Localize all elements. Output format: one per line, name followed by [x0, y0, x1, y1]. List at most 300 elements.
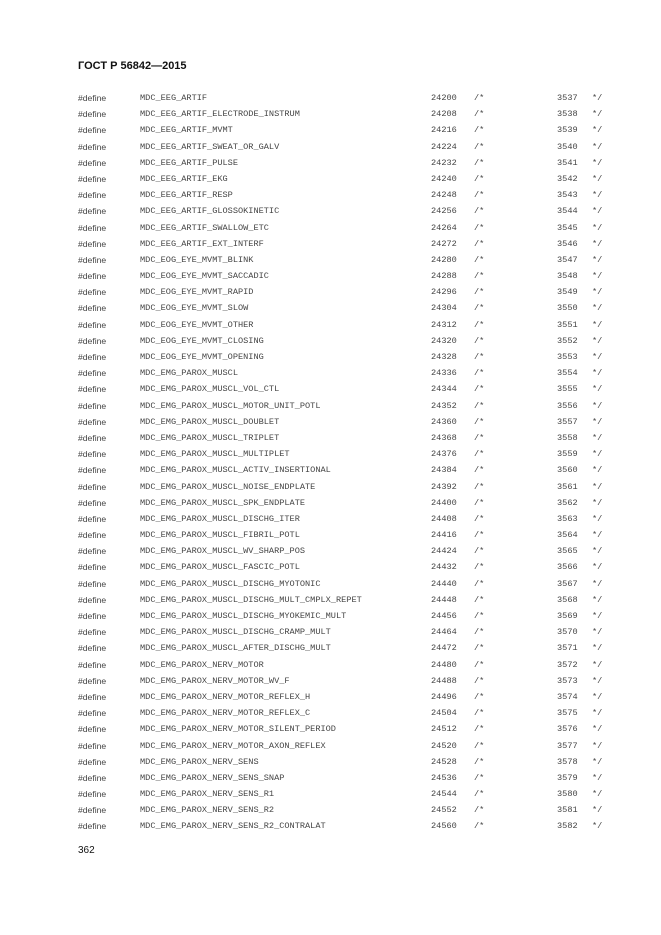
define-row	[78, 611, 618, 627]
comment-close: */	[592, 789, 603, 800]
comment-open: /*	[474, 157, 485, 168]
comment-open: /*	[474, 352, 485, 362]
comment-number: 3568	[557, 594, 578, 605]
comment-number: 3550	[557, 303, 578, 314]
comment-close: */	[592, 319, 603, 330]
define-row	[78, 562, 618, 578]
comment-open: /*	[474, 335, 485, 346]
define-name: MDC_EOG_EYE_MVMT_RAPID	[140, 287, 254, 298]
comment-open: /*	[474, 691, 485, 702]
comment-open: /*	[474, 449, 485, 460]
comment-close: */	[592, 416, 603, 427]
define-keyword: #define	[78, 675, 107, 686]
define-keyword: #define	[78, 594, 107, 605]
define-keyword: #define	[78, 530, 107, 541]
define-keyword: #define	[78, 627, 107, 638]
page-number: 362	[78, 845, 95, 856]
comment-close: */	[592, 594, 603, 605]
define-keyword: #define	[78, 724, 107, 735]
define-value: 24200	[431, 93, 457, 103]
define-keyword: #define	[78, 319, 107, 330]
define-row	[78, 142, 618, 158]
define-value: 24248	[431, 190, 457, 201]
define-keyword: #define	[78, 400, 107, 411]
comment-number: 3547	[557, 254, 578, 265]
comment-open: /*	[474, 805, 485, 816]
define-row	[78, 320, 618, 336]
define-name: MDC_EEG_ARTIF	[140, 93, 208, 103]
define-value: 24208	[431, 109, 457, 120]
comment-number: 3578	[557, 756, 578, 767]
define-name: MDC_EMG_PAROX_NERV_SENS	[140, 756, 259, 767]
define-value: 24432	[431, 562, 457, 573]
define-keyword: #define	[78, 222, 107, 233]
define-keyword: #define	[78, 805, 107, 816]
comment-close: */	[592, 659, 603, 670]
comment-open: /*	[474, 562, 485, 573]
define-name: MDC_EMG_PAROX_MUSCL_DISCHG_MYOTONIC	[140, 578, 321, 589]
define-name: MDC_EEG_ARTIF_SWEAT_OR_GALV	[140, 141, 280, 152]
define-value: 24376	[431, 449, 457, 460]
define-row	[78, 692, 618, 708]
define-keyword: #define	[78, 562, 107, 573]
define-row	[78, 401, 618, 417]
define-row	[78, 206, 618, 222]
comment-close: */	[592, 578, 603, 589]
define-name: MDC_EOG_EYE_MVMT_SACCADIC	[140, 271, 269, 282]
define-keyword: #define	[78, 611, 107, 621]
define-keyword: #define	[78, 481, 107, 492]
define-name: MDC_EMG_PAROX_MUSCL_MULTIPLET	[140, 449, 290, 460]
comment-number: 3562	[557, 497, 578, 508]
comment-number: 3541	[557, 157, 578, 168]
comment-open: /*	[474, 772, 485, 783]
comment-close: */	[592, 352, 603, 362]
comment-number: 3566	[557, 562, 578, 573]
comment-open: /*	[474, 206, 485, 217]
define-row	[78, 449, 618, 465]
define-row	[78, 482, 618, 498]
define-value: 24336	[431, 368, 457, 379]
define-keyword: #define	[78, 93, 107, 103]
define-name: MDC_EOG_EYE_MVMT_BLINK	[140, 254, 254, 265]
comment-number: 3567	[557, 578, 578, 589]
define-name: MDC_EMG_PAROX_NERV_SENS_SNAP	[140, 772, 285, 783]
comment-open: /*	[474, 303, 485, 314]
define-value: 24352	[431, 400, 457, 411]
comment-open: /*	[474, 400, 485, 411]
comment-number: 3581	[557, 805, 578, 816]
define-keyword: #define	[78, 740, 107, 751]
comment-number: 3571	[557, 643, 578, 654]
comment-open: /*	[474, 368, 485, 379]
comment-number: 3580	[557, 789, 578, 800]
comment-open: /*	[474, 740, 485, 751]
define-value: 24256	[431, 206, 457, 217]
document-header: ГОСТ Р 56842—2015	[78, 60, 187, 72]
define-row	[78, 741, 618, 757]
define-name: MDC_EOG_EYE_MVMT_OPENING	[140, 352, 264, 362]
define-name: MDC_EMG_PAROX_MUSCL_TRIPLET	[140, 432, 280, 443]
comment-close: */	[592, 254, 603, 265]
define-keyword: #define	[78, 173, 107, 184]
define-value: 24240	[431, 173, 457, 184]
define-value: 24392	[431, 481, 457, 492]
define-name: MDC_EMG_PAROX_NERV_MOTOR_WV_F	[140, 675, 290, 686]
define-name: MDC_EMG_PAROX_MUSCL_DISCHG_ITER	[140, 513, 300, 524]
comment-number: 3572	[557, 659, 578, 670]
define-value: 24536	[431, 772, 457, 783]
define-keyword: #define	[78, 368, 107, 379]
comment-close: */	[592, 368, 603, 379]
define-keyword: #define	[78, 821, 107, 832]
comment-close: */	[592, 481, 603, 492]
define-name: MDC_EMG_PAROX_MUSCL_NOISE_ENDPLATE	[140, 481, 316, 492]
comment-close: */	[592, 465, 603, 476]
define-keyword: #define	[78, 578, 107, 589]
define-keyword: #define	[78, 125, 107, 136]
define-name: MDC_EEG_ARTIF_GLOSSOKINETIC	[140, 206, 280, 217]
define-row	[78, 239, 618, 255]
define-name: MDC_EMG_PAROX_NERV_MOTOR_SILENT_PERIOD	[140, 724, 336, 735]
define-name: MDC_EMG_PAROX_NERV_MOTOR_REFLEX_H	[140, 691, 311, 702]
comment-number: 3542	[557, 173, 578, 184]
define-row	[78, 271, 618, 287]
define-keyword: #define	[78, 497, 107, 508]
define-keyword: #define	[78, 789, 107, 800]
define-value: 24216	[431, 125, 457, 136]
comment-close: */	[592, 530, 603, 541]
define-row	[78, 174, 618, 190]
comment-number: 3579	[557, 772, 578, 783]
define-keyword: #define	[78, 141, 107, 152]
define-keyword: #define	[78, 659, 107, 670]
comment-open: /*	[474, 125, 485, 136]
define-row	[78, 708, 618, 724]
define-row	[78, 514, 618, 530]
comment-open: /*	[474, 432, 485, 443]
comment-open: /*	[474, 319, 485, 330]
comment-close: */	[592, 109, 603, 120]
comment-number: 3559	[557, 449, 578, 460]
comment-open: /*	[474, 627, 485, 638]
comment-number: 3557	[557, 416, 578, 427]
define-row	[78, 417, 618, 433]
comment-number: 3544	[557, 206, 578, 217]
define-name: MDC_EMG_PAROX_NERV_SENS_R2_CONTRALAT	[140, 821, 326, 832]
comment-open: /*	[474, 659, 485, 670]
define-keyword: #define	[78, 546, 107, 557]
comment-close: */	[592, 627, 603, 638]
define-name: MDC_EEG_ARTIF_MVMT	[140, 125, 233, 136]
comment-number: 3538	[557, 109, 578, 120]
comment-close: */	[592, 222, 603, 233]
define-value: 24424	[431, 546, 457, 557]
define-keyword: #define	[78, 303, 107, 314]
define-row	[78, 368, 618, 384]
define-keyword: #define	[78, 109, 107, 120]
comment-close: */	[592, 513, 603, 524]
define-value: 24480	[431, 659, 457, 670]
define-keyword: #define	[78, 708, 107, 719]
define-keyword: #define	[78, 157, 107, 168]
comment-number: 3539	[557, 125, 578, 136]
comment-close: */	[592, 432, 603, 443]
define-row	[78, 93, 618, 109]
define-name: MDC_EMG_PAROX_MUSCL_WV_SHARP_POS	[140, 546, 306, 557]
define-name: MDC_EMG_PAROX_MUSCL_VOL_CTL	[140, 384, 280, 395]
comment-number: 3554	[557, 368, 578, 379]
define-row	[78, 125, 618, 141]
comment-open: /*	[474, 789, 485, 800]
define-name: MDC_EMG_PAROX_MUSCL_MOTOR_UNIT_POTL	[140, 400, 321, 411]
comment-close: */	[592, 190, 603, 201]
define-keyword: #define	[78, 643, 107, 654]
define-value: 24408	[431, 513, 457, 524]
define-name: MDC_EMG_PAROX_MUSCL_DISCHG_CRAMP_MULT	[140, 627, 331, 638]
comment-open: /*	[474, 546, 485, 557]
define-value: 24440	[431, 578, 457, 589]
comment-number: 3551	[557, 319, 578, 330]
define-row	[78, 158, 618, 174]
define-name: MDC_EMG_PAROX_MUSCL_FIBRIL_POTL	[140, 530, 300, 541]
comment-close: */	[592, 562, 603, 573]
define-row	[78, 223, 618, 239]
define-row	[78, 465, 618, 481]
define-value: 24472	[431, 643, 457, 654]
define-name: MDC_EEG_ARTIF_EKG	[140, 173, 228, 184]
define-value: 24296	[431, 287, 457, 298]
define-value: 24368	[431, 432, 457, 443]
comment-number: 3565	[557, 546, 578, 557]
comment-open: /*	[474, 708, 485, 719]
define-row	[78, 627, 618, 643]
comment-open: /*	[474, 497, 485, 508]
comment-open: /*	[474, 416, 485, 427]
define-value: 24512	[431, 724, 457, 735]
comment-number: 3545	[557, 222, 578, 233]
comment-close: */	[592, 400, 603, 411]
comment-close: */	[592, 708, 603, 719]
define-row	[78, 821, 618, 837]
define-value: 24528	[431, 756, 457, 767]
define-value: 24488	[431, 675, 457, 686]
comment-number: 3546	[557, 238, 578, 249]
define-name: MDC_EEG_ARTIF_EXT_INTERF	[140, 238, 264, 249]
define-row	[78, 433, 618, 449]
comment-number: 3577	[557, 740, 578, 751]
comment-close: */	[592, 449, 603, 460]
comment-number: 3553	[557, 352, 578, 362]
comment-open: /*	[474, 481, 485, 492]
comment-open: /*	[474, 238, 485, 249]
define-keyword: #define	[78, 238, 107, 249]
define-row	[78, 190, 618, 206]
define-row	[78, 303, 618, 319]
define-value: 24304	[431, 303, 457, 314]
define-row	[78, 579, 618, 595]
comment-open: /*	[474, 384, 485, 395]
comment-number: 3569	[557, 611, 578, 621]
define-name: MDC_EMG_PAROX_NERV_SENS_R2	[140, 805, 275, 816]
define-row	[78, 336, 618, 352]
define-name: MDC_EMG_PAROX_MUSCL_AFTER_DISCHG_MULT	[140, 643, 331, 654]
comment-close: */	[592, 497, 603, 508]
comment-close: */	[592, 206, 603, 217]
define-value: 24416	[431, 530, 457, 541]
comment-close: */	[592, 740, 603, 751]
define-name: MDC_EMG_PAROX_MUSCL_DISCHG_MYOKEMIC_MULT	[140, 611, 347, 621]
define-name: MDC_EMG_PAROX_MUSCL_DOUBLET	[140, 416, 280, 427]
comment-open: /*	[474, 222, 485, 233]
comment-open: /*	[474, 465, 485, 476]
define-name: MDC_EMG_PAROX_MUSCL_DISCHG_MULT_CMPLX_REPET	[140, 594, 362, 605]
define-row	[78, 676, 618, 692]
comment-open: /*	[474, 643, 485, 654]
comment-number: 3555	[557, 384, 578, 395]
comment-number: 3552	[557, 335, 578, 346]
comment-open: /*	[474, 756, 485, 767]
comment-close: */	[592, 335, 603, 346]
comment-close: */	[592, 821, 603, 832]
define-row	[78, 773, 618, 789]
comment-open: /*	[474, 173, 485, 184]
define-value: 24320	[431, 335, 457, 346]
comment-number: 3563	[557, 513, 578, 524]
comment-close: */	[592, 546, 603, 557]
comment-number: 3570	[557, 627, 578, 638]
define-name: MDC_EEG_ARTIF_RESP	[140, 190, 233, 201]
comment-close: */	[592, 303, 603, 314]
comment-number: 3548	[557, 271, 578, 282]
define-keyword: #define	[78, 465, 107, 476]
define-value: 24504	[431, 708, 457, 719]
define-name: MDC_EEG_ARTIF_ELECTRODE_INSTRUM	[140, 109, 300, 120]
define-name: MDC_EEG_ARTIF_PULSE	[140, 157, 238, 168]
comment-close: */	[592, 772, 603, 783]
define-keyword: #define	[78, 449, 107, 460]
comment-number: 3582	[557, 821, 578, 832]
define-keyword: #define	[78, 513, 107, 524]
comment-number: 3549	[557, 287, 578, 298]
define-row	[78, 595, 618, 611]
define-name: MDC_EMG_PAROX_NERV_MOTOR_REFLEX_C	[140, 708, 311, 719]
comment-close: */	[592, 157, 603, 168]
define-keyword: #define	[78, 756, 107, 767]
define-value: 24544	[431, 789, 457, 800]
define-value: 24264	[431, 222, 457, 233]
comment-open: /*	[474, 724, 485, 735]
define-row	[78, 255, 618, 271]
comment-close: */	[592, 173, 603, 184]
comment-close: */	[592, 384, 603, 395]
define-name: MDC_EOG_EYE_MVMT_CLOSING	[140, 335, 264, 346]
comment-number: 3574	[557, 691, 578, 702]
comment-open: /*	[474, 254, 485, 265]
define-row	[78, 724, 618, 740]
define-name: MDC_EMG_PAROX_MUSCL_FASCIC_POTL	[140, 562, 300, 573]
define-value: 24464	[431, 627, 457, 638]
comment-open: /*	[474, 594, 485, 605]
define-row	[78, 643, 618, 659]
define-value: 24552	[431, 805, 457, 816]
comment-number: 3537	[557, 93, 578, 103]
define-name: MDC_EMG_PAROX_MUSCL_ACTIV_INSERTIONAL	[140, 465, 331, 476]
define-keyword: #define	[78, 352, 107, 362]
define-value: 24312	[431, 319, 457, 330]
define-name: MDC_EMG_PAROX_NERV_MOTOR_AXON_REFLEX	[140, 740, 326, 751]
comment-open: /*	[474, 109, 485, 120]
comment-close: */	[592, 643, 603, 654]
define-name: MDC_EOG_EYE_MVMT_OTHER	[140, 319, 254, 330]
define-value: 24448	[431, 594, 457, 605]
comment-close: */	[592, 756, 603, 767]
define-row	[78, 109, 618, 125]
define-value: 24328	[431, 352, 457, 362]
define-row	[78, 287, 618, 303]
define-keyword: #define	[78, 254, 107, 265]
comment-close: */	[592, 238, 603, 249]
comment-open: /*	[474, 675, 485, 686]
define-keyword: #define	[78, 206, 107, 217]
comment-open: /*	[474, 141, 485, 152]
comment-number: 3561	[557, 481, 578, 492]
comment-open: /*	[474, 611, 485, 621]
comment-close: */	[592, 691, 603, 702]
define-name: MDC_EMG_PAROX_MUSCL	[140, 368, 238, 379]
comment-close: */	[592, 125, 603, 136]
define-keyword: #define	[78, 335, 107, 346]
define-name: MDC_EMG_PAROX_NERV_MOTOR	[140, 659, 264, 670]
define-row	[78, 498, 618, 514]
define-value: 24232	[431, 157, 457, 168]
define-value: 24272	[431, 238, 457, 249]
comment-close: */	[592, 271, 603, 282]
comment-number: 3556	[557, 400, 578, 411]
define-keyword: #define	[78, 416, 107, 427]
comment-number: 3543	[557, 190, 578, 201]
comment-open: /*	[474, 578, 485, 589]
define-row	[78, 805, 618, 821]
comment-number: 3573	[557, 675, 578, 686]
comment-open: /*	[474, 190, 485, 201]
comment-open: /*	[474, 287, 485, 298]
comment-close: */	[592, 93, 603, 103]
define-list	[78, 93, 618, 838]
define-row	[78, 546, 618, 562]
comment-number: 3564	[557, 530, 578, 541]
define-row	[78, 384, 618, 400]
define-row	[78, 530, 618, 546]
comment-close: */	[592, 805, 603, 816]
define-row	[78, 352, 618, 368]
define-value: 24224	[431, 141, 457, 152]
define-value: 24400	[431, 497, 457, 508]
comment-close: */	[592, 724, 603, 735]
define-keyword: #define	[78, 691, 107, 702]
comment-number: 3540	[557, 141, 578, 152]
define-value: 24560	[431, 821, 457, 832]
comment-open: /*	[474, 821, 485, 832]
comment-close: */	[592, 141, 603, 152]
comment-close: */	[592, 611, 603, 621]
define-keyword: #define	[78, 190, 107, 201]
define-row	[78, 789, 618, 805]
define-keyword: #define	[78, 772, 107, 783]
define-value: 24344	[431, 384, 457, 395]
comment-open: /*	[474, 530, 485, 541]
comment-close: */	[592, 675, 603, 686]
